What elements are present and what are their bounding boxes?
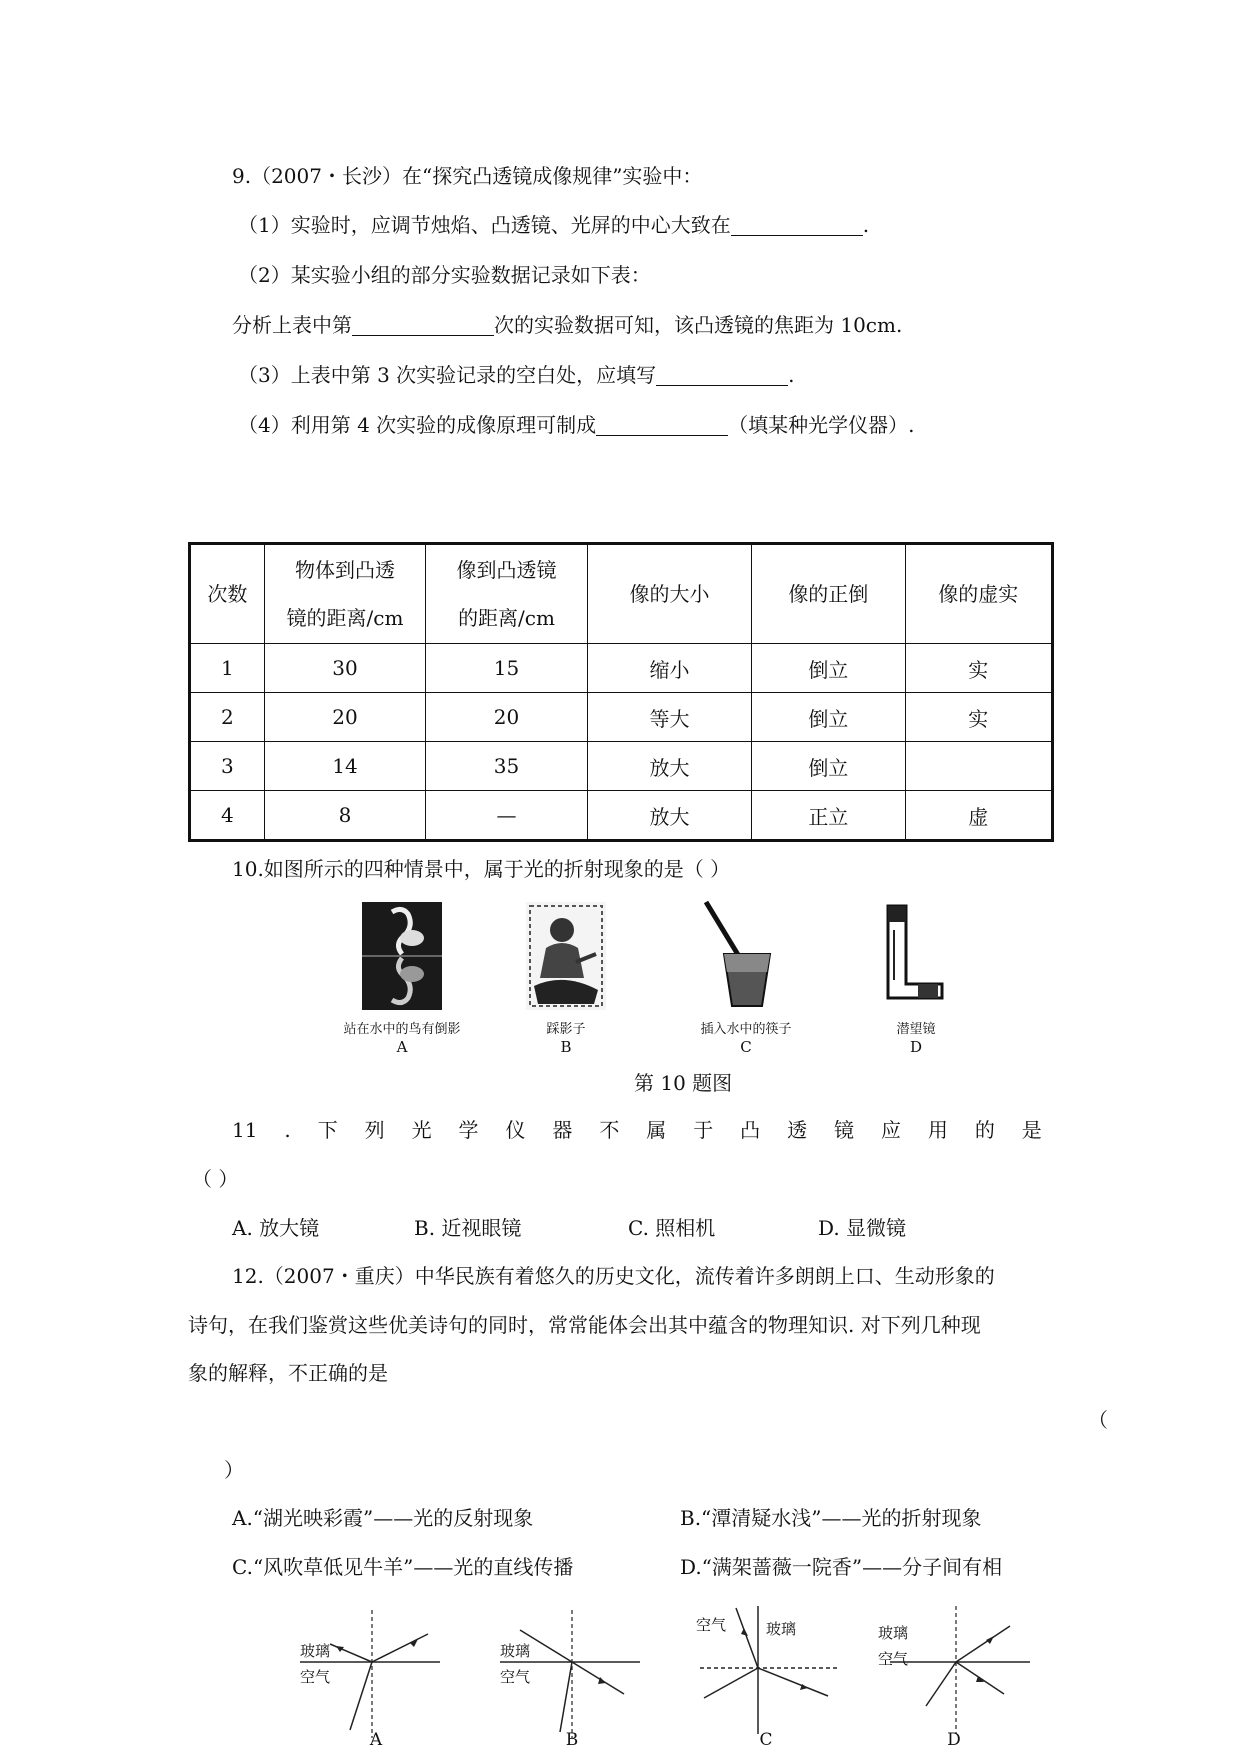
q9-analysis-post: 次的实验数据可知，该凸透镜的焦距为 10cm. <box>494 313 903 337</box>
q12-option-c[interactable]: C.“风吹草低见牛羊”——光的直线传播 <box>232 1555 574 1579</box>
q12-option-a[interactable]: A.“湖光映彩霞”——光的反射现象 <box>232 1506 534 1530</box>
q9-part1-end: . <box>862 213 870 237</box>
diagram-d-label-bottom: 空气 <box>878 1650 909 1668</box>
q11-char: 用 <box>927 1118 948 1142</box>
cell: 实 <box>905 644 1052 693</box>
q12-open-paren: （ <box>1088 1408 1108 1432</box>
header-image-orientation: 像的正倒 <box>752 544 905 644</box>
q11-char: 器 <box>552 1118 573 1142</box>
table-row <box>190 644 1053 693</box>
cell: 4 <box>190 791 265 841</box>
chopstick-in-water-icon <box>700 900 780 1010</box>
q11-char: 学 <box>458 1118 479 1142</box>
cell: 15 <box>426 644 588 693</box>
header-image-distance: 像到凸透镜 的距离/cm <box>426 544 588 644</box>
q11-char: 透 <box>787 1118 808 1142</box>
experiment-table <box>188 542 1054 842</box>
cell: — <box>426 791 588 841</box>
q11-char: 仪 <box>505 1118 526 1142</box>
q10-letter-d: D <box>909 1038 923 1056</box>
table-row <box>190 742 1053 791</box>
cell: 虚 <box>905 791 1052 841</box>
q10-caption-c: 插入水中的筷子 <box>700 1022 792 1037</box>
q11-char: 属 <box>646 1118 667 1142</box>
q11-char: 凸 <box>740 1118 761 1142</box>
diagram-d-label-top: 玻璃 <box>878 1624 909 1642</box>
cell: 1 <box>190 644 265 693</box>
q10-letter-c: C <box>740 1038 752 1056</box>
q11-char: 不 <box>599 1118 620 1142</box>
cell: 20 <box>426 693 588 742</box>
diagram-c-label-right: 玻璃 <box>766 1620 797 1638</box>
q11-char: 光 <box>411 1118 432 1142</box>
table-row <box>190 791 1053 841</box>
cell: 3 <box>190 742 265 791</box>
diagram-b-label-bottom: 空气 <box>500 1668 531 1686</box>
cell: 实 <box>905 693 1052 742</box>
q11-char: 11 <box>232 1118 258 1142</box>
q12-close-paren: ） <box>224 1458 244 1482</box>
header-image-type: 像的虚实 <box>905 544 1052 644</box>
cell: 倒立 <box>752 693 905 742</box>
q9-part4 <box>238 413 915 437</box>
cell: 2 <box>190 693 265 742</box>
bird-reflection-icon <box>362 902 442 1010</box>
q11-option-c[interactable]: C. 照相机 <box>628 1216 716 1240</box>
q12-option-b[interactable]: B.“潭清疑水浅”——光的折射现象 <box>680 1506 982 1530</box>
q10-stem: 10.如图所示的四种情景中，属于光的折射现象的是（ ） <box>232 857 731 881</box>
q10-letter-a: A <box>396 1038 408 1056</box>
q9-part3-end: . <box>788 363 795 387</box>
q12-line3: 象的解释，不正确的是 <box>188 1361 388 1385</box>
q11-option-a[interactable]: A. 放大镜 <box>232 1216 320 1240</box>
cell: 放大 <box>587 742 751 791</box>
cell: 倒立 <box>752 742 905 791</box>
diagram-d-letter: D <box>947 1730 961 1750</box>
cell: 14 <box>264 742 426 791</box>
q12-line1: 12.（2007・重庆）中华民族有着悠久的历史文化，流传着许多朗朗上口、生动形象的 <box>232 1264 995 1288</box>
shadow-stepping-icon <box>526 902 606 1010</box>
cell: 放大 <box>587 791 751 841</box>
q9-part1 <box>238 213 869 237</box>
cell: 35 <box>426 742 588 791</box>
q11-answer-paren[interactable]: （ ） <box>192 1167 239 1191</box>
cell: 30 <box>264 644 426 693</box>
q9-analysis-pre: 分析上表中第 <box>232 313 352 337</box>
header-object-distance: 物体到凸透 镜的距离/cm <box>264 544 426 644</box>
q11-stem <box>232 1118 1042 1142</box>
answer-blank[interactable] <box>596 415 728 436</box>
q9-part3 <box>238 363 795 387</box>
cell: 8 <box>264 791 426 841</box>
q9-title: 9.（2007・长沙）在“探究凸透镜成像规律”实验中： <box>232 164 703 188</box>
header-count: 次数 <box>190 544 265 644</box>
q11-char: 下 <box>317 1118 338 1142</box>
cell: 正立 <box>752 791 905 841</box>
table-header-row <box>190 544 1053 644</box>
q9-part1-text: （1）实验时，应调节烛焰、凸透镜、光屏的中心大致在 <box>238 213 731 237</box>
q11-char: 于 <box>693 1118 714 1142</box>
periscope-icon <box>880 900 950 1010</box>
q11-char: . <box>284 1118 291 1142</box>
q10-letter-b: B <box>560 1038 572 1056</box>
q10-caption-d: 潜望镜 <box>896 1022 936 1037</box>
q9-part3-text: （3）上表中第 3 次实验记录的空白处，应填写 <box>238 363 657 387</box>
diagram-c-letter: C <box>759 1730 773 1750</box>
cell: 20 <box>264 693 426 742</box>
cell: 倒立 <box>752 644 905 693</box>
diagram-b-letter: B <box>565 1730 579 1750</box>
diagram-c-label-left: 空气 <box>696 1616 727 1634</box>
cell-blank[interactable] <box>905 742 1052 791</box>
answer-blank[interactable] <box>656 365 788 386</box>
diagram-a-letter: A <box>369 1730 383 1750</box>
answer-blank[interactable] <box>352 315 494 336</box>
diagram-b-label-top: 玻璃 <box>500 1642 531 1660</box>
q9-part2: （2）某实验小组的部分实验数据记录如下表： <box>238 263 651 287</box>
q11-option-d[interactable]: D. 显微镜 <box>818 1216 907 1240</box>
q11-char: 列 <box>364 1118 385 1142</box>
answer-blank[interactable] <box>731 215 863 236</box>
q11-char: 应 <box>880 1118 901 1142</box>
header-image-size: 像的大小 <box>587 544 751 644</box>
q9-analysis <box>232 313 902 337</box>
q12-option-d[interactable]: D.“满架蔷薇一院香”——分子间有相 <box>680 1555 1003 1579</box>
table-row <box>190 693 1053 742</box>
q11-option-b[interactable]: B. 近视眼镜 <box>414 1216 522 1240</box>
q11-char: 是 <box>1021 1118 1042 1142</box>
cell: 缩小 <box>587 644 751 693</box>
diagram-a-label-top: 玻璃 <box>300 1642 331 1660</box>
q12-line2: 诗句，在我们鉴赏这些优美诗句的同时，常常能体会出其中蕴含的物理知识. 对下列几种现 <box>188 1313 981 1337</box>
cell: 等大 <box>587 693 751 742</box>
q10-caption-b: 踩影子 <box>546 1022 586 1037</box>
q11-char: 的 <box>974 1118 995 1142</box>
q9-part4-end: （填某种光学仪器）. <box>728 413 915 437</box>
diagram-a-label-bottom: 空气 <box>300 1668 331 1686</box>
q10-figure-caption: 第 10 题图 <box>634 1071 733 1095</box>
q10-caption-a: 站在水中的鸟有倒影 <box>343 1022 461 1037</box>
q9-part4-text: （4）利用第 4 次实验的成像原理可制成 <box>238 413 597 437</box>
q11-char: 镜 <box>834 1118 854 1142</box>
